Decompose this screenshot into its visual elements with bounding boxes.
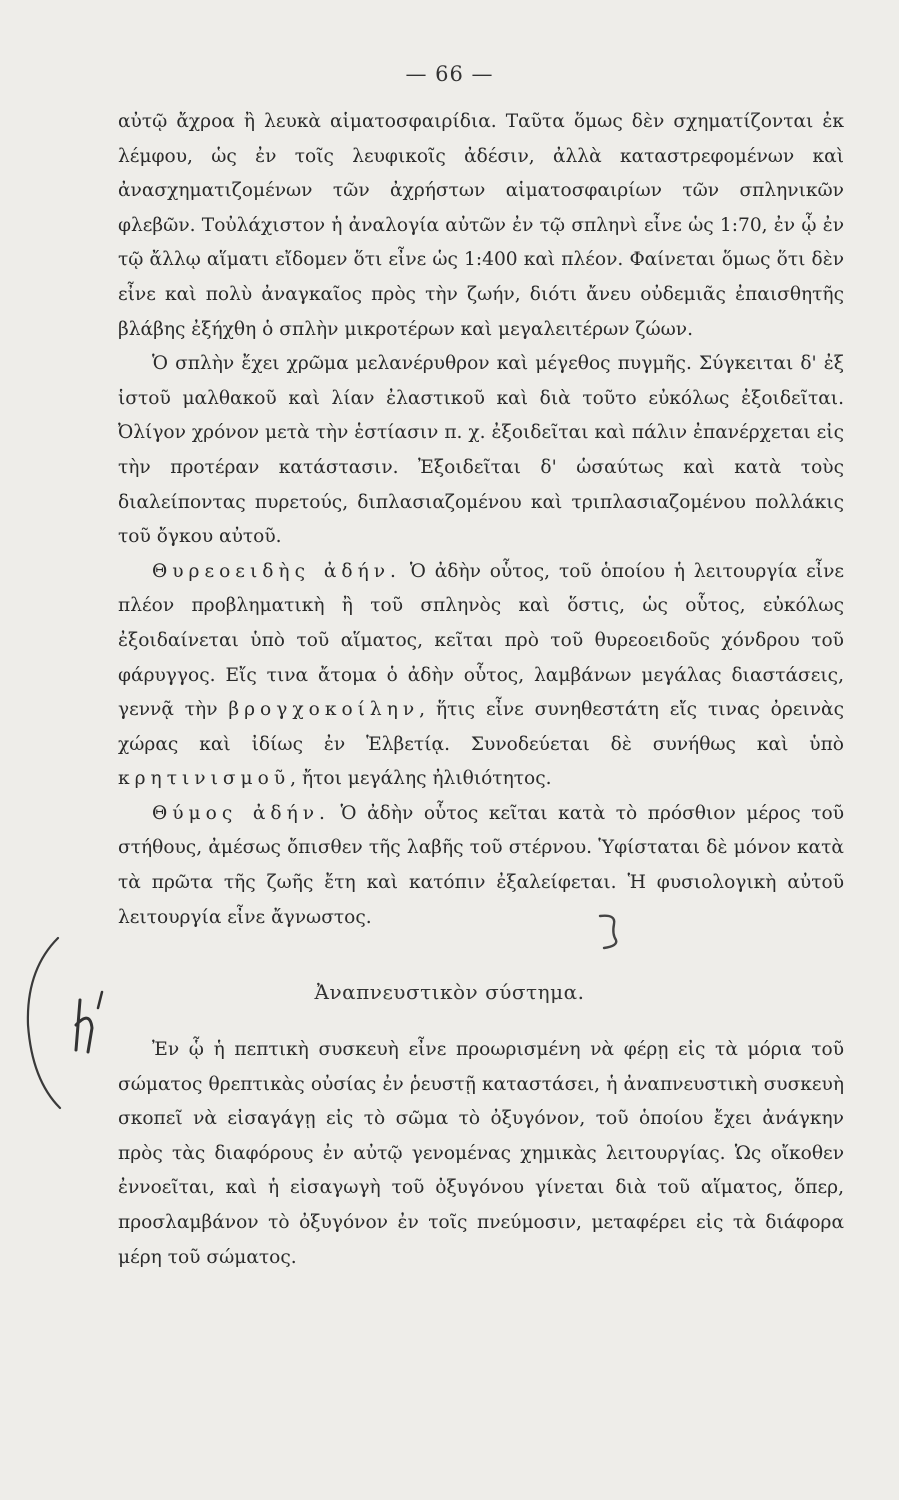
paragraph-thyroid — [118, 555, 844, 797]
term-thyroid: Θυρεοειδὴς ἀδήν. — [152, 560, 401, 582]
thyroid-text-2: , ἥτις εἶνε συνηθεστάτη εἴς τινας ὀρεινὰς χώρας καὶ ἰδίως ἐν Ἑλβετίᾳ. Συνοδεύεται δὲ συνήθως καὶ ὑπὸ — [118, 699, 844, 755]
pencil-mark-icon — [594, 912, 624, 952]
term-goitre: βρογχοκοίλην — [228, 699, 420, 721]
thyroid-text-1: Ὁ ἀδὴν οὗτος, τοῦ ὁποίου ἡ λειτουργία εἶνε πλέον προβληματικὴ ἢ τοῦ σπληνὸς καὶ ὅστις, ὡς οὗτος, εὐκόλως ἐξοιδαίνεται ὑπὸ τοῦ αἵματος, κεῖται πρὸ τοῦ θυρεοειδοῦς χόνδρου τοῦ φάρυγγος. Εἴς τινα ἄτομα ὁ ἀδὴν οὗτος, λαμβάνων μεγάλας διαστάσεις, γεννᾷ τὴν — [118, 560, 844, 721]
paragraph-respiratory: Ἐν ᾧ ἡ πεπτικὴ συσκευὴ εἶνε προωρισμένη νὰ φέρῃ εἰς τὰ μόρια τοῦ σώματος θρεπτικὰς οὐσίας ἐν ῥευστῇ καταστάσει, ἡ ἀναπνευστικὴ συσκευὴ σκοπεῖ νὰ εἰσαγάγῃ εἰς τὸ σῶμα τὸ ὀξυγόνον, τοῦ ὁποίου ἔχει ἀνάγκην πρὸς τὰς διαφόρους ἐν αὐτῷ γενομένας χημικὰς λειτουργίας. Ὡς οἴκοθεν ἐννοεῖται, καὶ ἡ εἰσαγωγὴ τοῦ ὀξυγόνου γίνεται διὰ τοῦ αἵματος, ὅπερ, προσλαμβάνον τὸ ὀξυγόνον ἐν τοῖς πνεύμοσιν, μεταφέρει εἰς τὰ διάφορα μέρη τοῦ σώματος. — [118, 1039, 844, 1268]
paragraph-spleen-description: Ὁ σπλὴν ἔχει χρῶμα μελανέρυθρον καὶ μέγεθος πυγμῆς. Σύγκειται δ' ἐξ ἱστοῦ μαλθακοῦ καὶ λίαν ἐλαστικοῦ καὶ διὰ τοῦτο εὐκόλως ἐξοιδεῖται. Ὀλίγον χρόνον μετὰ τὴν ἑστίασιν π. χ. ἐξοιδεῖται καὶ πάλιν ἐπανέρχεται εἰς τὴν προτέραν κατάστασιν. Ἐξοιδεῖται δ' ὡσαύτως καὶ κατὰ τοὺς διαλείποντας πυρετούς, διπλασιαζομένου καὶ τριπλασιαζομένου πολλάκις τοῦ ὄγκου αὐτοῦ. — [118, 353, 844, 548]
body-text-bottom — [118, 1033, 844, 1275]
term-cretinism: κρητινισμοῦ — [118, 768, 291, 790]
paragraph-thymus — [118, 797, 844, 935]
thyroid-text-3: , ἤτοι μεγάλης ἠλιθιότητος. — [290, 768, 552, 790]
term-thymus: Θύμος ἀδήν. — [152, 802, 330, 824]
thymus-text: Ὁ ἀδὴν οὗτος κεῖται κατὰ τὸ πρόσθιον μέρος τοῦ στήθους, ἀμέσως ὄπισθεν τῆς λαβῆς τοῦ στέρνου. Ὑφίσταται δὲ μόνον κατὰ τὰ πρῶτα τῆς ζωῆς ἔτη καὶ κατόπιν ἐξαλείφεται. Ἡ φυσιολογικὴ αὐτοῦ λειτουργία εἶνε ἄγνωστος. — [118, 802, 844, 928]
section-heading: Ἀναπνευστικὸν σύστημα. — [314, 980, 585, 1004]
paragraph-spleen-function: αὐτῷ ἄχροα ἢ λευκὰ αἱματοσφαιρίδια. Ταῦτα ὅμως δὲν σχηματίζονται ἐκ λέμφου, ὡς ἐν τοῖς λευφικοῖς ἀδέσιν, ἀλλὰ καταστρεφομένων καὶ ἀνασχηματιζομένων τῶν ἀχρήστων αἱματοσφαιρίων τῶν σπληνικῶν φλεβῶν. Τοὐλάχιστον ἡ ἀναλογία αὐτῶν ἐν τῷ σπληνὶ εἶνε ὡς 1:70, ἐν ᾧ ἐν τῷ ἄλλῳ αἵματι εἴδομεν ὅτι εἶνε ὡς 1:400 καὶ πλέον. Φαίνεται ὅμως ὅτι δὲν εἶνε καὶ πολὺ ἀναγκαῖος πρὸς τὴν ζωήν, διότι ἄνευ οὐδεμιᾶς ἐπαισθητῆς βλάβης ἐξήχθη ὁ σπλὴν μικροτέρων καὶ μεγαλειτέρων ζώων. — [118, 111, 844, 340]
body-text-top — [118, 105, 844, 935]
page-number: — 66 — — [405, 62, 494, 86]
